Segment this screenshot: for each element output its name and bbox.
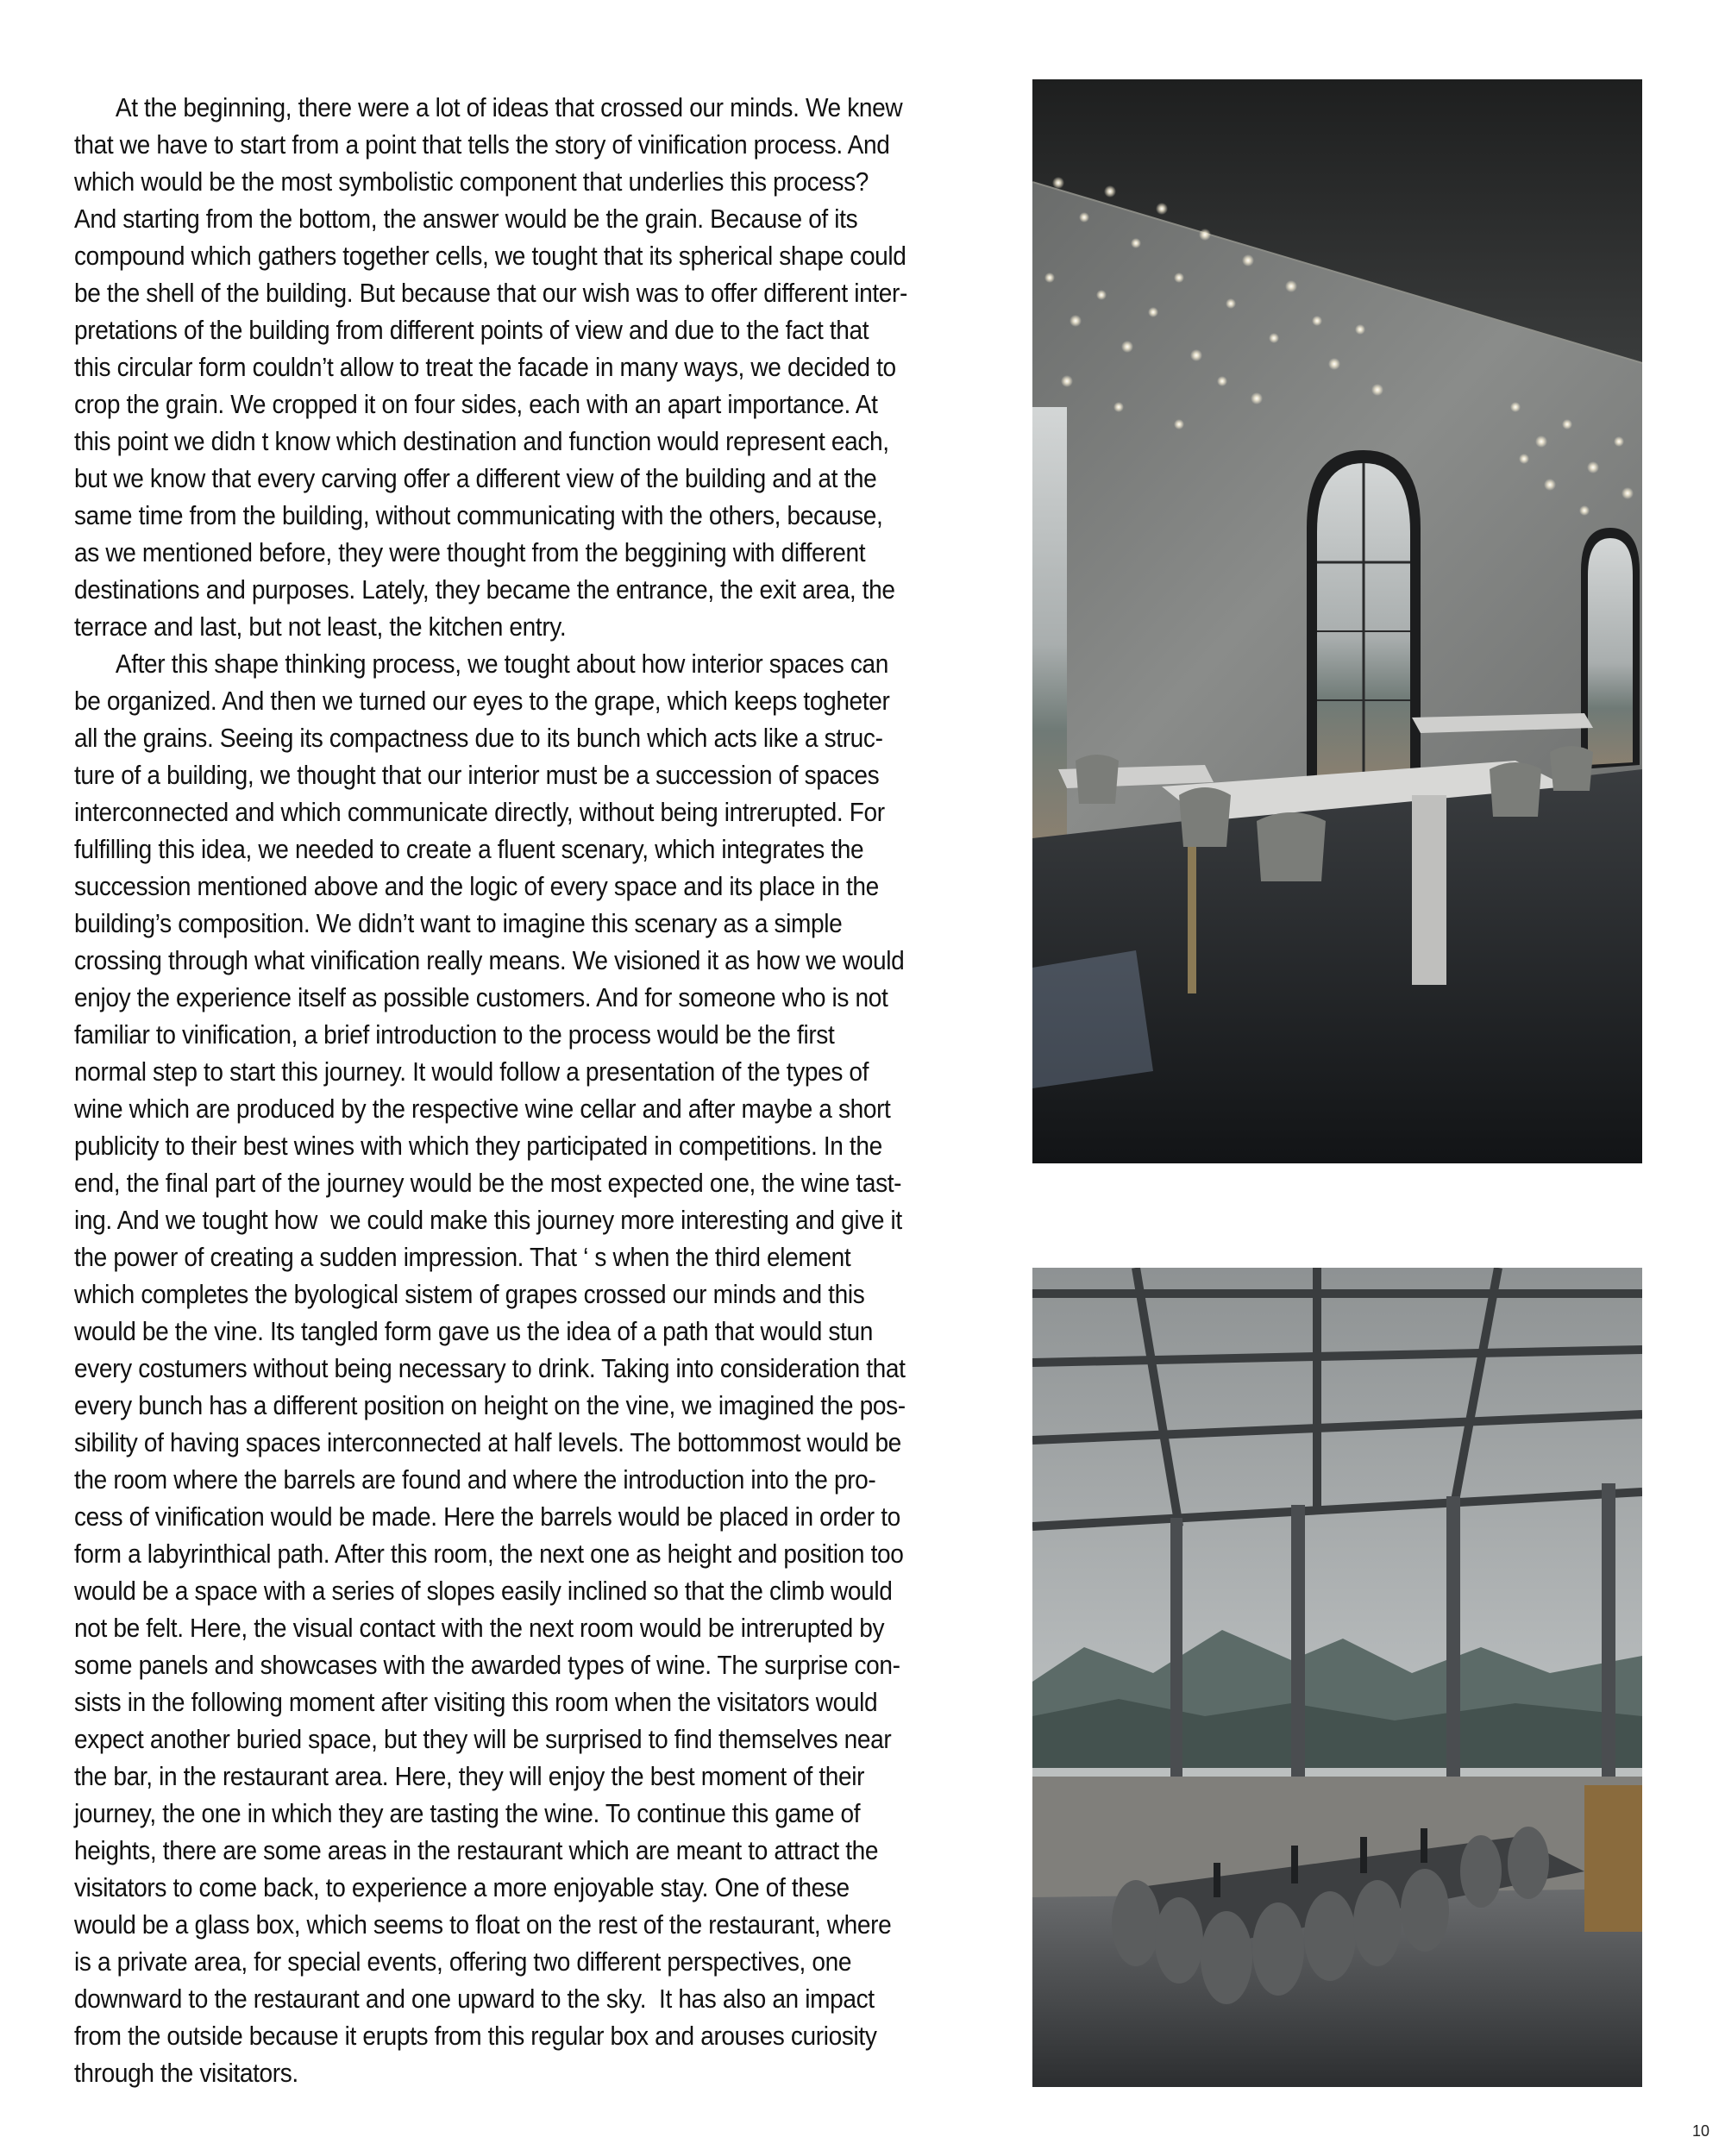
paragraph-line: sibility of having spaces interconnected at half levels. The bottommost would be: [74, 1428, 901, 1457]
paragraph-line: every bunch has a different position on height on the vine, we imagined the pos-: [74, 1391, 906, 1420]
paragraph-line: pretations of the building from different points of view and due to the fact that: [74, 316, 869, 345]
arched-window: [1307, 450, 1421, 787]
paragraph-line: familiar to vinification, a brief introduction to the process would be the first: [74, 1020, 835, 1050]
paragraph-line: is a private area, for special events, offering two different perspectives, one: [74, 1947, 852, 1977]
restaurant-interior-illustration: [1032, 79, 1642, 1163]
paragraph-line: through the visitators.: [74, 2059, 298, 2088]
paragraph-line: terrace and last, but not least, the kitchen entry.: [74, 612, 567, 642]
paragraph-line: sists in the following moment after visiting this room when the visitators would: [74, 1688, 878, 1717]
paragraph-line: cess of vinification would be made. Here the barrels would be placed in order to: [74, 1502, 900, 1532]
paragraph-line: And starting from the bottom, the answer would be the grain. Because of its: [74, 204, 858, 234]
paragraph-line: that we have to start from a point that tells the story of vinification process. And: [74, 130, 890, 160]
paragraph-line: compound which gathers together cells, we tought that its spherical shape could: [74, 241, 906, 271]
paragraph-line: would be the vine. Its tangled form gave us the idea of a path that would stun: [74, 1317, 873, 1346]
paragraph-line: same time from the building, without communicating with the others, because,: [74, 501, 883, 530]
paragraph-line: some panels and showcases with the awarded types of wine. The surprise con-: [74, 1651, 900, 1680]
paragraph-line: this circular form couldn’t allow to treat the facade in many ways, we decided to: [74, 353, 896, 382]
restaurant-interior-render: [1032, 79, 1642, 1163]
page-number: 10: [1691, 2122, 1709, 2140]
paragraph-line: the power of creating a sudden impression. That ‘ s when the third element: [74, 1243, 851, 1272]
paragraph-line: every costumers without being necessary to drink. Taking into consideration that: [74, 1354, 906, 1383]
paragraph-line: downward to the restaurant and one upward to the sky. It has also an impact: [74, 1984, 875, 2014]
paragraph-line: be the shell of the building. But because that our wish was to offer different inter-: [74, 279, 907, 308]
paragraph-line: After this shape thinking process, we tought about how interior spaces can: [115, 649, 889, 679]
paragraph-line: visitators to come back, to experience a more enjoyable stay. One of these: [74, 1873, 850, 1902]
paragraph-line: expect another buried space, but they will be surprised to find themselves near: [74, 1725, 892, 1754]
paragraph-line: normal step to start this journey. It would follow a presentation of the types of: [74, 1057, 869, 1087]
paragraph-line: from the outside because it erupts from this regular box and arouses curiosity: [74, 2021, 877, 2051]
body-text: [74, 90, 907, 2092]
paragraph-line: fulfilling this idea, we needed to create a fluent scenary, which integrates the: [74, 835, 864, 864]
paragraph-line: ture of a building, we thought that our interior must be a succession of spaces: [74, 761, 880, 790]
paragraph-line: end, the final part of the journey would be the most expected one, the wine tast-: [74, 1169, 902, 1198]
paragraph-line: journey, the one in which they are tasting the wine. To continue this game of: [74, 1799, 861, 1828]
paragraph-line: be organized. And then we turned our eyes to the grape, which keeps togheter: [74, 686, 890, 716]
paragraph-line: the room where the barrels are found and where the introduction into the pro-: [74, 1465, 876, 1495]
paragraph-line: crossing through what vinification really means. We visioned it as how we would: [74, 946, 905, 975]
paragraph-line: as we mentioned before, they were thought from the beggining with different: [74, 538, 866, 567]
paragraph-line: enjoy the experience itself as possible customers. And for someone who is not: [74, 983, 888, 1012]
glass-box-dining-illustration: [1032, 1268, 1642, 2087]
paragraph-line: would be a glass box, which seems to float on the rest of the restaurant, where: [74, 1910, 892, 1940]
paragraph-line: which completes the byological sistem of grapes crossed our minds and this: [74, 1280, 865, 1309]
paragraph-line: At the beginning, there were a lot of ideas that crossed our minds. We knew: [115, 93, 903, 122]
glass-box-dining-render: [1032, 1268, 1642, 2087]
paragraph-line: crop the grain. We cropped it on four sides, each with an apart importance. At: [74, 390, 878, 419]
paragraph-line: building’s composition. We didn’t want to imagine this scenary as a simple: [74, 909, 843, 938]
paragraph-line: not be felt. Here, the visual contact with the next room would be intrerupted by: [74, 1614, 885, 1643]
paragraph-line: would be a space with a series of slopes easily inclined so that the climb would: [74, 1576, 893, 1606]
paragraph-line: this point we didn t know which destination and function would represent each,: [74, 427, 889, 456]
paragraph-line: which would be the most symbolistic component that underlies this process?: [74, 167, 869, 197]
paragraph-line: form a labyrinthical path. After this room, the next one as height and position too: [74, 1539, 904, 1569]
paragraph-line: but we know that every carving offer a different view of the building and at the: [74, 464, 877, 493]
paragraph-line: destinations and purposes. Lately, they became the entrance, the exit area, the: [74, 575, 895, 605]
paragraph-line: ing. And we tought how we could make this journey more interesting and give it: [74, 1206, 902, 1235]
paragraph-line: succession mentioned above and the logic of every space and its place in the: [74, 872, 879, 901]
paragraph-line: all the grains. Seeing its compactness due to its bunch which acts like a struc-: [74, 724, 883, 753]
paragraph-line: heights, there are some areas in the restaurant which are meant to attract the: [74, 1836, 879, 1865]
paragraph-line: wine which are produced by the respective wine cellar and after maybe a short: [74, 1094, 891, 1124]
paragraph-line: interconnected and which communicate directly, without being intrerupted. For: [74, 798, 885, 827]
paragraph-line: the bar, in the restaurant area. Here, they will enjoy the best moment of their: [74, 1762, 865, 1791]
paragraph-line: publicity to their best wines with which they participated in competitions. In the: [74, 1131, 882, 1161]
